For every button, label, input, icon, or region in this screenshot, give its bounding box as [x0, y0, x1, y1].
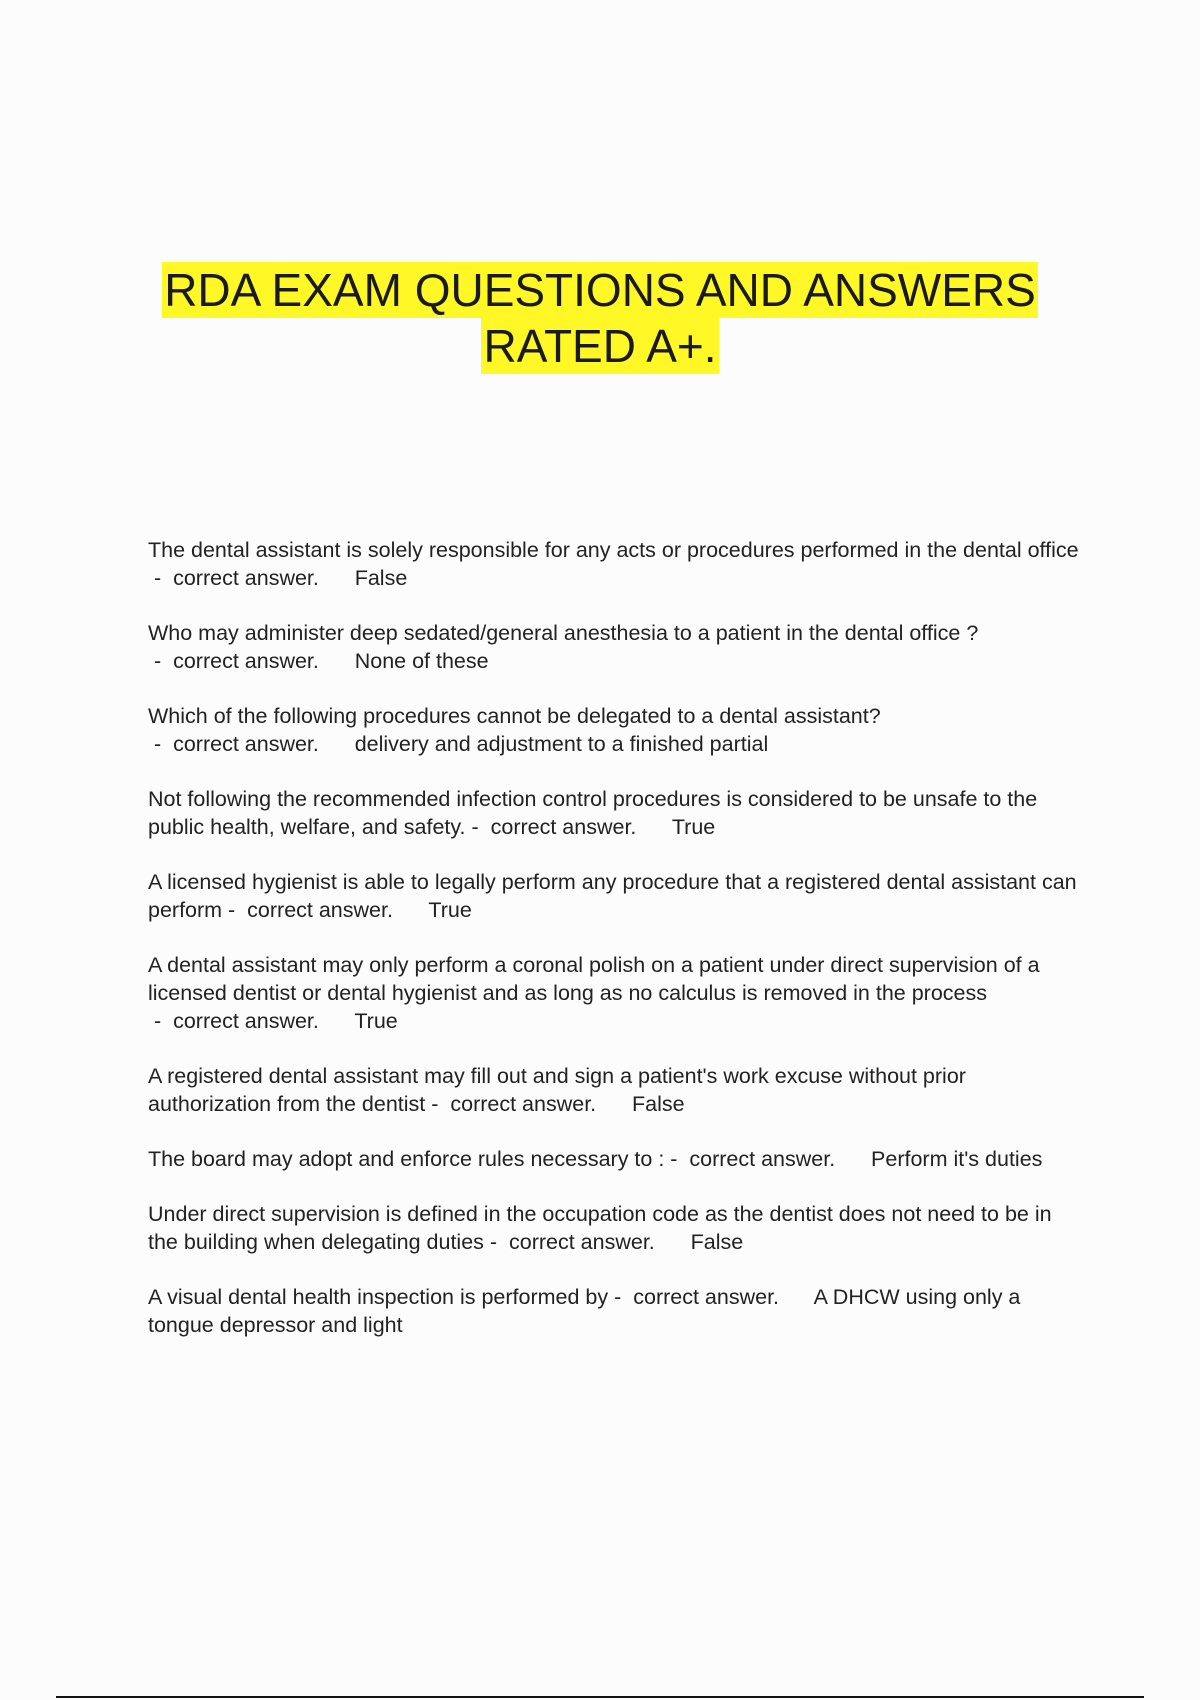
qa-answer-label: correct answer. — [173, 566, 319, 590]
qa-answer: True — [428, 898, 472, 922]
qa-answer-label: correct answer. — [173, 732, 319, 756]
qa-item: A registered dental assistant may fill out and sign a patient's work excuse without prior authorization from the dentist - correct answer. False — [148, 1064, 966, 1116]
qa-item: Not following the recommended infection control procedures is considered to be unsafe to the public health, welfare, and safety. - correct answer. True — [148, 787, 1038, 839]
qa-item: Which of the following procedures cannot be delegated to a dental assistant? - correct answer. delivery and adjustment to a finished partial — [148, 704, 881, 756]
qa-answer: delivery and adjustment to a finished partial — [354, 732, 769, 756]
qa-answer: False — [354, 566, 408, 590]
qa-item: Who may administer deep sedated/general anesthesia to a patient in the dental office ? - correct answer. None of these — [148, 621, 979, 673]
bottom-rule — [56, 1696, 1144, 1698]
qa-question: A dental assistant may only perform a coronal polish on a patient under direct supervision of a licensed dentist or dental hygienist and as long as no calculus is removed in the process — [148, 953, 1040, 1005]
qa-question: Not following the recommended infection control procedures is considered to be unsafe to the public health, welfare, and safety. — [148, 787, 1038, 839]
title-line-1: RDA EXAM QUESTIONS AND ANSWERS — [164, 264, 1036, 316]
qa-answer: True — [671, 815, 716, 839]
qa-question: The board may adopt and enforce rules necessary to : — [148, 1147, 665, 1171]
qa-answer-label: correct answer. — [633, 1285, 780, 1309]
qa-item: Under direct supervision is defined in the occupation code as the dentist does not need to be in the building when delegating duties - correct answer. False — [148, 1202, 1052, 1254]
qa-answer: None of these — [354, 649, 489, 673]
qa-item: A visual dental health inspection is performed by - correct answer. A DHCW using only a tongue depressor and light — [148, 1285, 1021, 1337]
qa-answer: True — [354, 1009, 398, 1033]
qa-question: A licensed hygienist is able to legally perform any procedure that a registered dental assistant can perform — [148, 870, 1077, 922]
qa-question: Under direct supervision is defined in the occupation code as the dentist does not need to be in the building when delegating duties — [148, 1202, 1052, 1254]
qa-question: Who may administer deep sedated/general anesthesia to a patient in the dental office ? — [148, 621, 979, 645]
qa-answer-label: correct answer. — [173, 649, 319, 673]
qa-question: A registered dental assistant may fill out and sign a patient's work excuse without prior authorization from the dentist — [148, 1064, 966, 1116]
qa-list — [148, 536, 1083, 1366]
qa-answer-label: correct answer. — [689, 1147, 836, 1171]
qa-answer: A DHCW using only a tongue depressor and light — [148, 1285, 1021, 1337]
qa-item: The board may adopt and enforce rules necessary to : - correct answer. Perform it's duties — [148, 1147, 1043, 1171]
qa-item: A dental assistant may only perform a coronal polish on a patient under direct supervision of a licensed dentist or dental hygienist and as long as no calculus is removed in the process - correct answer. True — [148, 953, 1040, 1033]
qa-question: A visual dental health inspection is performed by — [148, 1285, 609, 1309]
document-title — [0, 262, 1200, 374]
qa-question: The dental assistant is solely responsible for any acts or procedures performed in the dental office — [148, 538, 1079, 562]
qa-item: The dental assistant is solely responsible for any acts or procedures performed in the dental office - correct answer. False — [148, 538, 1079, 590]
qa-answer-label: correct answer. — [490, 815, 637, 839]
qa-item: A licensed hygienist is able to legally perform any procedure that a registered dental assistant can perform - correct answer. True — [148, 870, 1077, 922]
qa-answer-label: correct answer. — [173, 1009, 319, 1033]
qa-answer-label: correct answer. — [450, 1092, 597, 1116]
qa-answer-label: correct answer. — [247, 898, 393, 922]
qa-answer: Perform it's duties — [871, 1147, 1043, 1171]
qa-answer: False — [690, 1230, 744, 1254]
title-line-2: RATED A+. — [483, 320, 717, 372]
qa-question: Which of the following procedures cannot be delegated to a dental assistant? — [148, 704, 881, 728]
qa-answer-label: correct answer. — [509, 1230, 655, 1254]
qa-answer: False — [631, 1092, 685, 1116]
